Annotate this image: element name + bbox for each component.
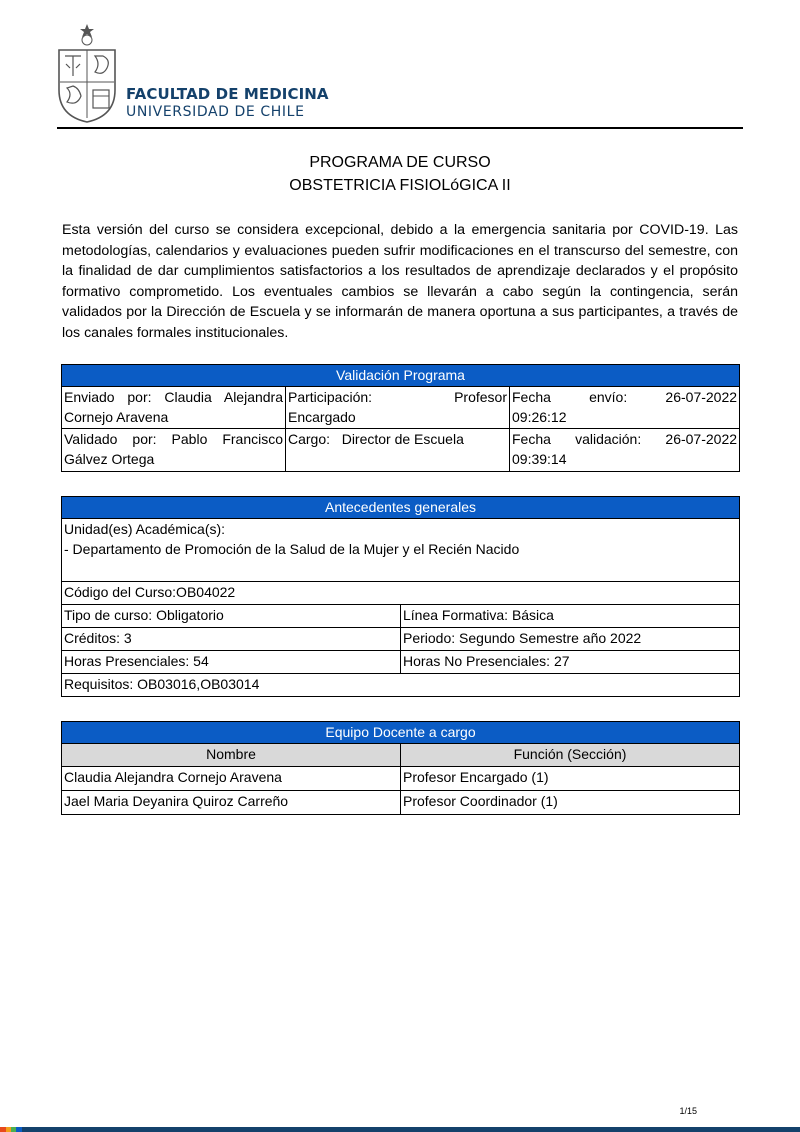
validation-header: Validación Programa xyxy=(62,365,740,387)
role-value: Director de Escuela xyxy=(341,431,464,447)
academic-unit-cell xyxy=(62,519,740,582)
validation-date-cell xyxy=(510,429,740,472)
role-cell xyxy=(286,429,510,472)
intro-paragraph: Esta versión del curso se considera excepcional, debido a la emergencia sanitaria por COVID-19. Las metodologías, calendarios y evaluaciones pueden sufrir modificaciones en el transcurso del semestre, con la finalidad de dar cumplimientos satisfactorios a los resultados de aprendizaje declarados y el propósito formativo comprometido. Los eventuales cambios se llevarán a cabo según la contingencia, serán validados por la Dirección de Escuela y se informarán de manera oportuna a sus participantes, a través de los canales formales institucionales. xyxy=(62,222,738,341)
validation-date-label: Fecha validación: xyxy=(512,431,642,447)
participation-label: Participación: xyxy=(288,389,373,405)
validated-by-label: Validado por: xyxy=(64,431,157,447)
logo-faculty-name: FACULTAD DE MEDICINA xyxy=(126,85,329,103)
participation-value-a: Profesor xyxy=(454,389,507,405)
validated-by-cell xyxy=(62,429,286,472)
academic-unit-label: Unidad(es) Académica(s): xyxy=(64,521,226,537)
validation-date-value: 26-07-2022 xyxy=(665,431,738,447)
teacher-name: Jael Maria Deyanira Quiroz Carreño xyxy=(62,791,401,815)
validation-time-value: 09:39:14 xyxy=(512,451,567,467)
general-info-header: Antecedentes generales xyxy=(62,497,740,519)
validated-by-name-b: Gálvez Ortega xyxy=(64,451,155,467)
validation-table xyxy=(61,364,740,472)
teaching-team-header: Equipo Docente a cargo xyxy=(62,722,740,744)
period: Periodo: Segundo Semestre año 2022 xyxy=(401,628,740,651)
requirements: Requisitos: OB03016,OB03014 xyxy=(62,674,740,697)
in-person-hours: Horas Presenciales: 54 xyxy=(62,651,401,674)
course-title: OBSTETRICIA FISIOLóGICA II xyxy=(289,177,511,194)
logo-university-name: UNIVERSIDAD DE CHILE xyxy=(126,104,305,120)
validated-by-name-a: Pablo Francisco xyxy=(171,431,284,447)
teaching-team-table xyxy=(61,721,740,815)
remote-hours: Horas No Presenciales: 27 xyxy=(401,651,740,674)
course-type: Tipo de curso: Obligatorio xyxy=(62,605,401,628)
footer-color-bar xyxy=(0,1127,800,1132)
document-title: PROGRAMA DE CURSO xyxy=(309,154,491,171)
teacher-role: Profesor Coordinador (1) xyxy=(401,791,740,815)
sent-by-label: Enviado por: xyxy=(64,389,152,405)
header-divider xyxy=(57,127,743,129)
university-crest-icon xyxy=(55,20,119,124)
teacher-name: Claudia Alejandra Cornejo Aravena xyxy=(62,767,401,791)
credits: Créditos: 3 xyxy=(62,628,401,651)
participation-cell xyxy=(286,387,510,429)
formative-line: Línea Formativa: Básica xyxy=(401,605,740,628)
column-header-name: Nombre xyxy=(62,744,401,767)
sent-date-label: Fecha envío: xyxy=(512,389,628,405)
table-row xyxy=(62,791,740,815)
faculty-logo xyxy=(55,20,329,124)
table-row xyxy=(62,767,740,791)
academic-unit-value: - Departamento de Promoción de la Salud de la Mujer y el Recién Nacido xyxy=(64,541,520,557)
sent-time-value: 09:26:12 xyxy=(512,409,567,425)
general-info-table xyxy=(61,496,740,697)
sent-by-name-b: Cornejo Aravena xyxy=(64,409,169,425)
role-label: Cargo: xyxy=(288,431,331,447)
sent-by-name-a: Claudia Alejandra xyxy=(164,389,284,405)
course-code: Código del Curso:OB04022 xyxy=(62,582,740,605)
page-number: 1/15 xyxy=(679,1106,697,1116)
teacher-role: Profesor Encargado (1) xyxy=(401,767,740,791)
sent-date-value: 26-07-2022 xyxy=(665,389,738,405)
sent-date-cell xyxy=(510,387,740,429)
participation-value-b: Encargado xyxy=(288,409,356,425)
sent-by-cell xyxy=(62,387,286,429)
column-header-role: Función (Sección) xyxy=(401,744,740,767)
